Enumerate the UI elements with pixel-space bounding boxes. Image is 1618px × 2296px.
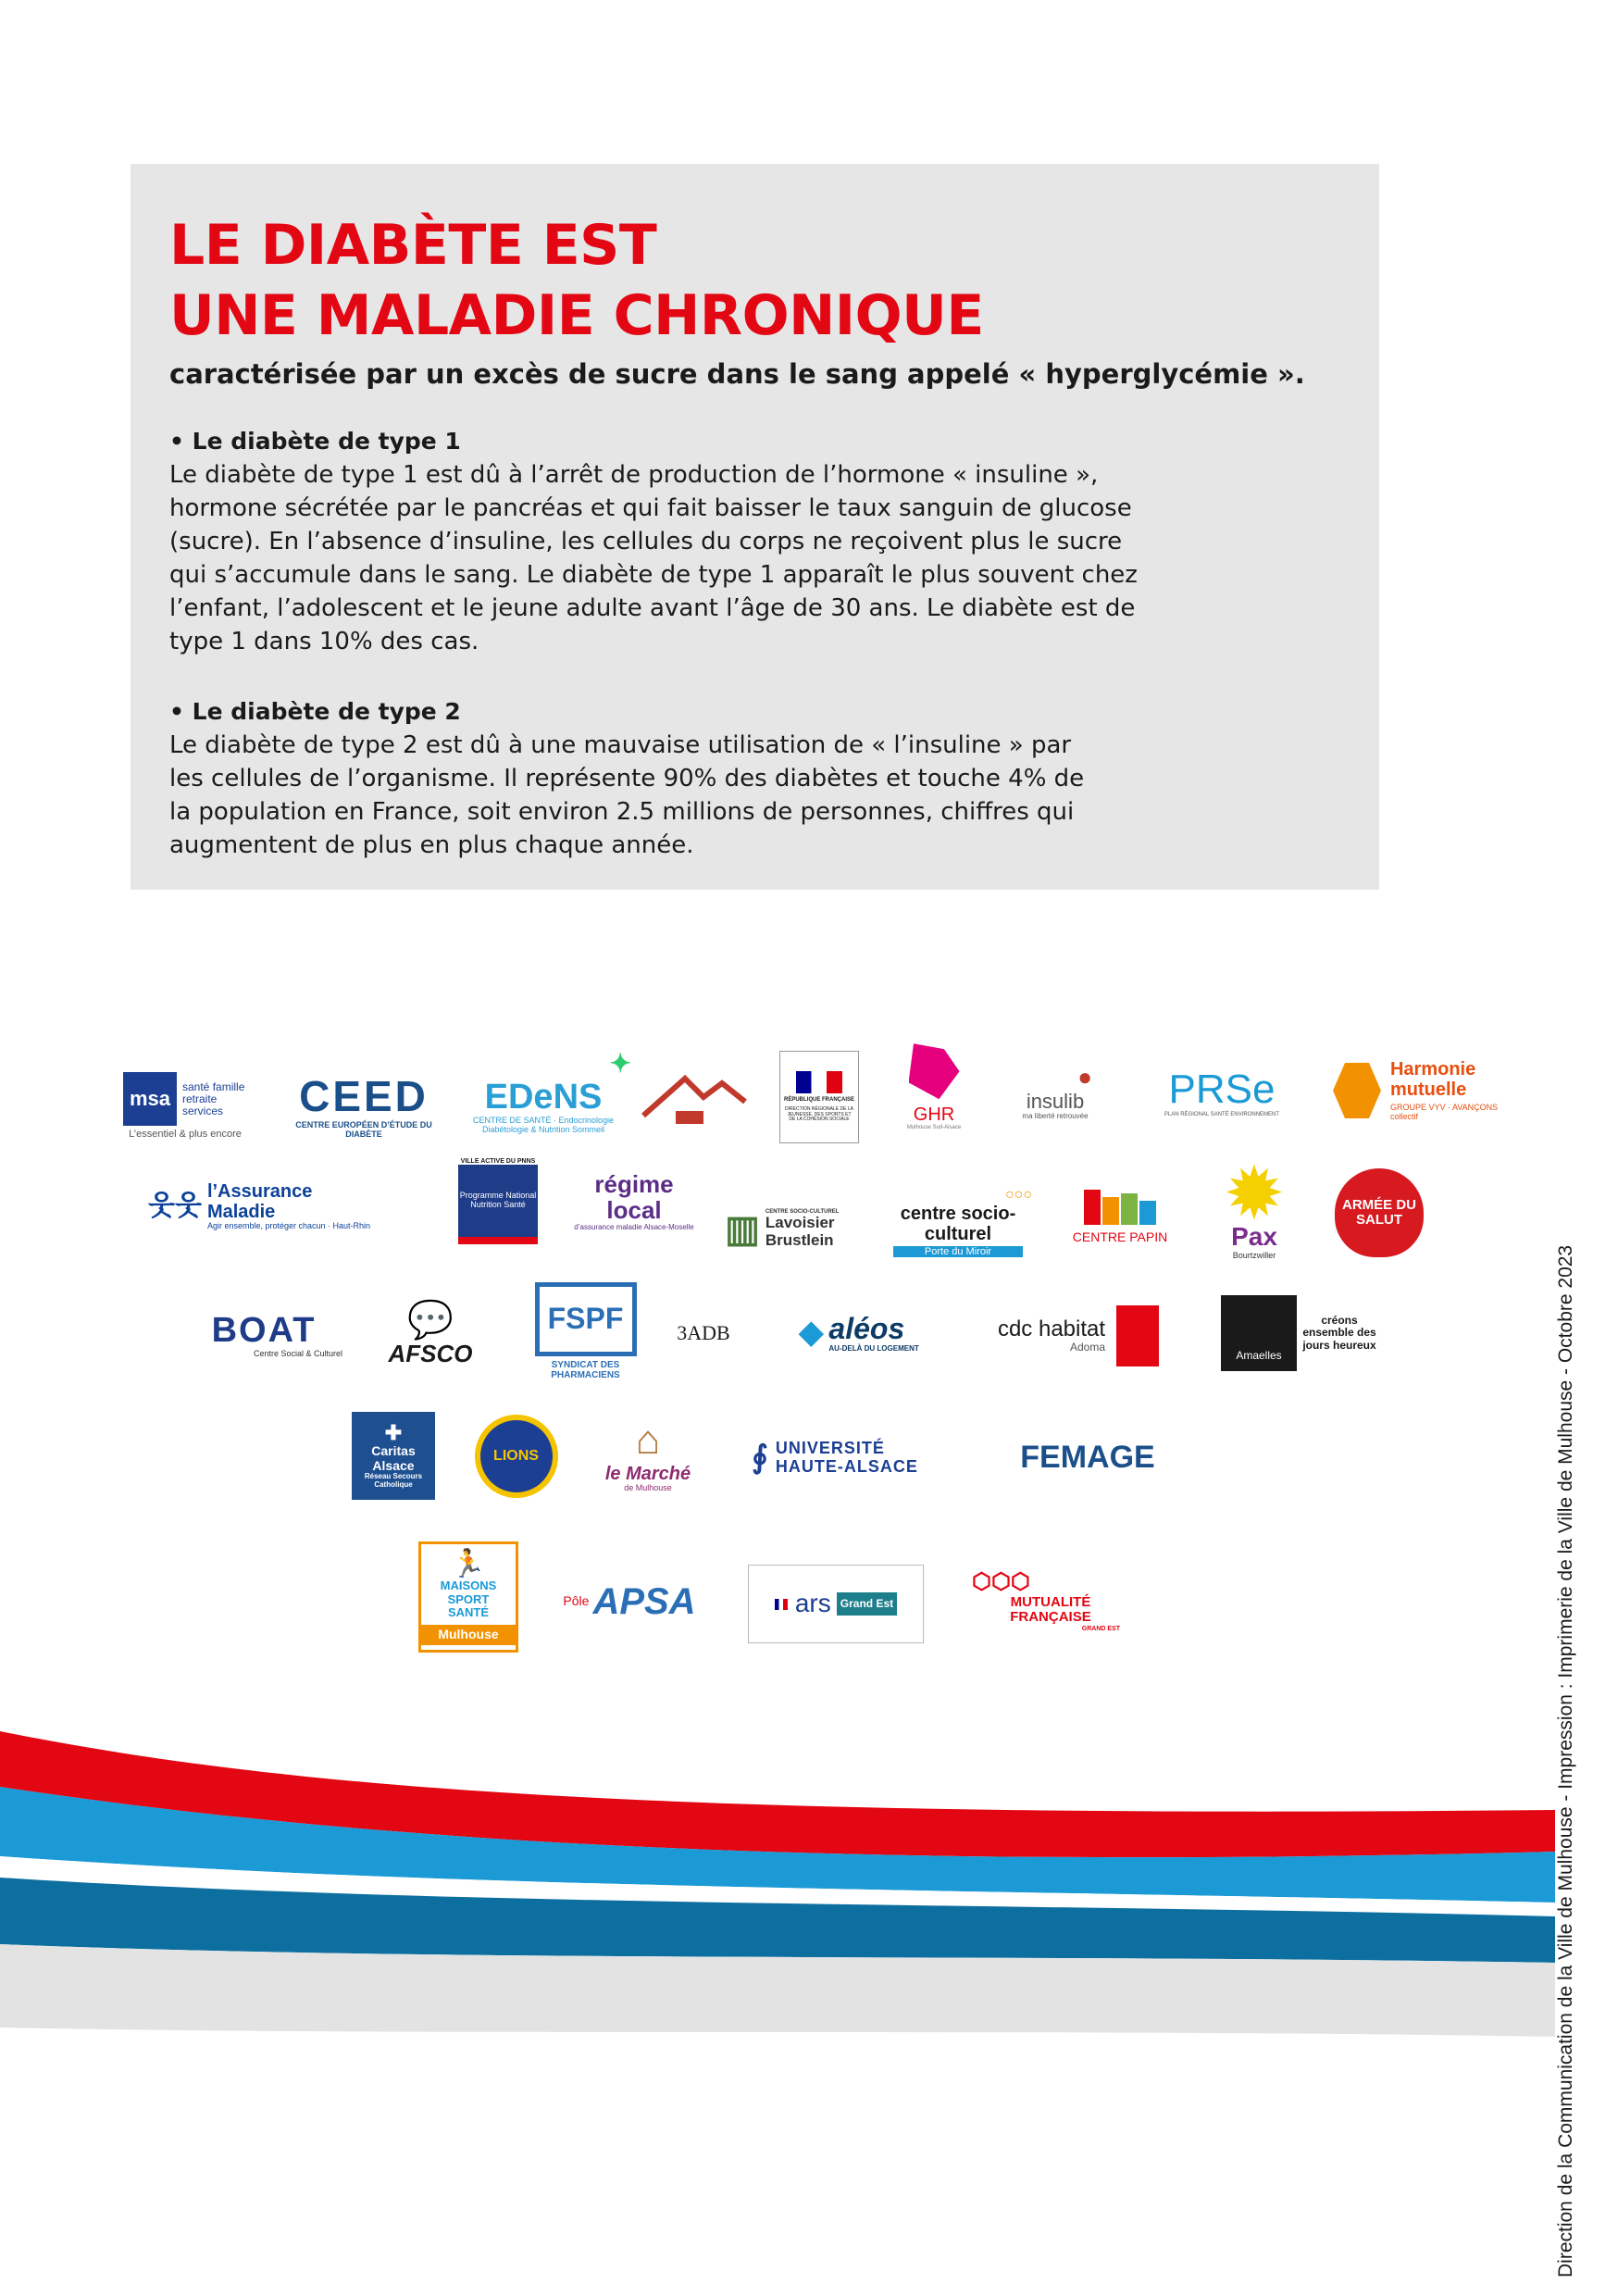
logo-ghr bbox=[892, 1029, 976, 1145]
logo-harmonie-tagline: GROUPE VYV · AVANÇONS collectif bbox=[1389, 1103, 1499, 1121]
section-type-2-heading: • Le diabète de type 2 bbox=[169, 698, 461, 725]
caisse-depots-icon bbox=[1116, 1305, 1159, 1366]
logo-fspf bbox=[523, 1273, 648, 1389]
logo-amaelles bbox=[1220, 1292, 1377, 1375]
logo-3adb-label: 3ADB bbox=[677, 1320, 730, 1344]
logo-ghr-tagline: Mulhouse Sud-Alsace bbox=[906, 1125, 962, 1131]
runner-icon: 🏃 bbox=[451, 1549, 486, 1580]
logo-boat-tagline: Centre Social & Culturel bbox=[253, 1349, 342, 1359]
logo-ars bbox=[748, 1565, 924, 1643]
logo-uha bbox=[731, 1430, 972, 1486]
logo-prse-tagline: PLAN RÉGIONAL SANTÉ ENVIRONNEMENT bbox=[1164, 1111, 1280, 1117]
hexagon-icon bbox=[1333, 1063, 1381, 1118]
uha-swirl-icon: ∮ bbox=[752, 1440, 768, 1476]
logo-cdc-tagline: Adoma bbox=[1070, 1341, 1106, 1354]
logo-maisons-tagline: Mulhouse bbox=[421, 1625, 516, 1644]
logo-afsco-label: AFSCO bbox=[388, 1339, 473, 1367]
logo-ghr-label: GHR bbox=[913, 1104, 955, 1126]
logo-lavoisier-tagline: CENTRE SOCIO-CULTUREL bbox=[765, 1208, 840, 1215]
logo-edens-label: EDeNS bbox=[484, 1077, 603, 1117]
logo-caritas-tagline: Réseau Secours Catholique bbox=[364, 1472, 423, 1489]
logo-marche-tagline: de Mulhouse bbox=[624, 1482, 672, 1492]
logo-porte-tagline: Porte du Miroir bbox=[893, 1246, 1023, 1257]
ghr-shape-icon bbox=[909, 1043, 960, 1099]
logo-mutualite-label: MUTUALITÉ FRANÇAISE bbox=[1010, 1593, 1091, 1626]
section-type-1-body: Le diabète de type 1 est dû à l’arrêt de production de l’hormone « insuline », hormone sécrétée par le pancréas et qui fait baisser le taux sanguin de glucose (sucre). En l’absence d’insuline, les cellules du corps ne reçoivent plus le sucre qui s’accumule dans le sang. Le diabète de type 1 apparaît le plus souvent chez l’enfant, l’adolescent et le jeune adulte avant l’âge de 30 ans. Le diabète est de type 1 dans 10% des cas. bbox=[169, 461, 1138, 655]
honeycomb-icon: ⬡⬡⬡ bbox=[972, 1569, 1030, 1595]
logo-boat bbox=[185, 1296, 342, 1375]
logo-regime-label: régime local bbox=[594, 1169, 674, 1225]
logo-drjscs-label: DIRECTION RÉGIONALE DE LA JEUNESSE, DES SPORTS ET DE LA COHÉSION SOCIALE bbox=[785, 1106, 853, 1123]
logo-pnns-label: Programme National Nutrition Santé bbox=[458, 1165, 538, 1244]
logo-drjscs-tagline: RÉPUBLIQUE FRANÇAISE bbox=[784, 1097, 855, 1104]
logo-armee-label: ARMÉE DU SALUT bbox=[1335, 1168, 1424, 1257]
logo-pnns-tagline: VILLE ACTIVE DU PNNS bbox=[460, 1157, 536, 1165]
logo-msa bbox=[102, 1065, 268, 1148]
logo-mountain bbox=[639, 1060, 750, 1134]
logo-boat-label: BOAT bbox=[211, 1310, 317, 1350]
marianne-icon bbox=[796, 1071, 842, 1093]
logo-assurance-maladie bbox=[120, 1171, 398, 1241]
logo-caritas bbox=[352, 1412, 435, 1500]
cross-icon: ✚ bbox=[384, 1421, 403, 1445]
logo-porte-label: centre socio-culturel bbox=[900, 1203, 1016, 1244]
logo-fspf-label: FSPF bbox=[535, 1282, 637, 1356]
logo-msa-label: santé famille retraite services bbox=[182, 1079, 245, 1118]
logo-papin-label: CENTRE PAPIN bbox=[1072, 1229, 1168, 1245]
logo-aleos bbox=[776, 1296, 942, 1370]
logo-amaelles-label: Amaelles bbox=[1221, 1295, 1297, 1371]
logo-edens bbox=[455, 1037, 631, 1148]
logo-mutualite bbox=[972, 1555, 1129, 1648]
logo-femage-label: FEMAGE bbox=[1020, 1440, 1155, 1476]
logo-porte-du-miroir bbox=[884, 1185, 1032, 1259]
logo-mutualite-tagline: GRAND EST bbox=[1081, 1625, 1120, 1632]
logo-harmonie bbox=[1333, 1044, 1518, 1137]
logo-apsa-label: APSA bbox=[592, 1581, 696, 1622]
logo-centre-papin bbox=[1064, 1176, 1176, 1259]
logo-insulib-tagline: ma liberté retrouvée bbox=[1022, 1111, 1089, 1120]
logo-cdc-habitat bbox=[967, 1296, 1189, 1375]
houses-icon bbox=[1084, 1190, 1156, 1225]
logo-drjscs bbox=[779, 1051, 859, 1143]
logo-caritas-label: Caritas Alsace bbox=[371, 1443, 416, 1473]
title-line-1: LE DIABÈTE EST bbox=[169, 213, 657, 278]
logo-lions-label: LIONS bbox=[475, 1415, 558, 1498]
building-icon: ▥ bbox=[725, 1208, 760, 1250]
logo-aleos-label: aléos bbox=[828, 1312, 905, 1345]
logo-maisons-label: MAISONS SPORT SANTÉ bbox=[440, 1578, 497, 1619]
msa-mark-icon: msa bbox=[123, 1072, 177, 1126]
market-icon: ⌂ bbox=[635, 1417, 661, 1464]
logo-lavoisier bbox=[717, 1190, 856, 1268]
logo-armee-du-salut bbox=[1333, 1167, 1425, 1259]
logo-prse bbox=[1143, 1046, 1301, 1139]
logo-pax-tagline: Bourtzwiller bbox=[1232, 1250, 1276, 1260]
logo-assurance-label: l’Assurance Maladie bbox=[206, 1180, 313, 1222]
puzzle-icon: ◆ bbox=[799, 1315, 824, 1351]
logo-cdc-label: cdc habitat bbox=[997, 1316, 1106, 1341]
logo-marche-label: le Marché bbox=[604, 1463, 691, 1484]
logo-apsa-tagline: Pôle bbox=[563, 1593, 590, 1609]
logo-pax-label: Pax bbox=[1231, 1222, 1277, 1252]
logo-amaelles-tagline: créons ensemble des jours heureux bbox=[1302, 1314, 1376, 1352]
logo-insulib bbox=[1000, 1042, 1111, 1143]
logo-pnns bbox=[442, 1148, 554, 1254]
marianne-small-icon bbox=[775, 1599, 788, 1610]
logo-femage bbox=[1000, 1421, 1176, 1495]
logo-ceed-label: CEED bbox=[299, 1071, 429, 1120]
logo-regime-local bbox=[574, 1157, 694, 1245]
logo-uha-label: UNIVERSITÉ HAUTE-ALSACE bbox=[775, 1439, 918, 1476]
section-type-2-body: Le diabète de type 2 est dû à une mauvaise utilisation de « l’insuline » par les cellules de l’organisme. Il représente 90% des diabètes et touche 4% de la population en France, soit environ 2.5 millions de personnes, chiffres qui augmentent de plus en plus chaque année. bbox=[169, 731, 1085, 859]
logo-ceed bbox=[294, 1065, 433, 1148]
logo-insulib-label: insulib bbox=[1026, 1089, 1085, 1113]
balloon-icon: ● bbox=[1077, 1063, 1092, 1092]
mountain-icon bbox=[639, 1060, 750, 1134]
logo-regime-tagline: d’assurance maladie Alsace-Moselle bbox=[574, 1222, 694, 1231]
logo-3adb bbox=[662, 1310, 745, 1356]
logo-fspf-tagline: SYNDICAT DES PHARMACIENS bbox=[551, 1359, 620, 1380]
logo-lavoisier-label: Lavoisier Brustlein bbox=[765, 1214, 835, 1249]
imprint-credit: Direction de la Communication de la Ville de Mulhouse - Impression : Imprimerie de la Ville de Mulhouse - Octobre 2023 bbox=[1555, 1244, 1576, 2277]
logo-afsco bbox=[375, 1282, 486, 1384]
logo-apsa bbox=[555, 1565, 703, 1639]
logo-ceed-tagline: CENTRE EUROPÉEN D’ÉTUDE DU DIABÈTE bbox=[295, 1120, 432, 1140]
logo-assurance-tagline: Agir ensemble, protéger chacun · Haut-Rhin bbox=[206, 1220, 371, 1230]
logo-aleos-tagline: AU-DELÀ DU LOGEMENT bbox=[828, 1344, 919, 1354]
speech-bubbles-icon: 💬 bbox=[407, 1299, 454, 1341]
subtitle: caractérisée par un excès de sucre dans le sang appelé « hyperglycémie ». bbox=[169, 358, 1305, 390]
logo-ars-label: ars bbox=[794, 1589, 831, 1618]
sun-icon: ✹ bbox=[1226, 1157, 1282, 1230]
logo-harmonie-label: Harmonie mutuelle bbox=[1389, 1059, 1476, 1101]
logo-maisons-sport-sante bbox=[418, 1541, 518, 1653]
decorative-waves bbox=[0, 1731, 1555, 2148]
logo-ars-tagline: Grand Est bbox=[837, 1592, 897, 1616]
people-icon: 웃웃 bbox=[147, 1191, 202, 1221]
logo-edens-tagline: CENTRE DE SANTÉ · Endocrinologie Diabétologie & Nutrition Sommeil bbox=[472, 1116, 615, 1135]
title-line-2: UNE MALADIE CHRONIQUE bbox=[169, 283, 984, 348]
logo-msa-tagline: L’essentiel & plus encore bbox=[129, 1129, 242, 1141]
hummingbird-icon: ✦ bbox=[609, 1048, 631, 1078]
logo-le-marche bbox=[592, 1403, 703, 1509]
section-type-1-heading: • Le diabète de type 1 bbox=[169, 428, 461, 455]
logo-prse-label: PRSe bbox=[1168, 1066, 1276, 1112]
logo-lions bbox=[472, 1412, 560, 1500]
circles-icon: ○○○ bbox=[1005, 1187, 1032, 1204]
logo-pax bbox=[1203, 1153, 1305, 1273]
